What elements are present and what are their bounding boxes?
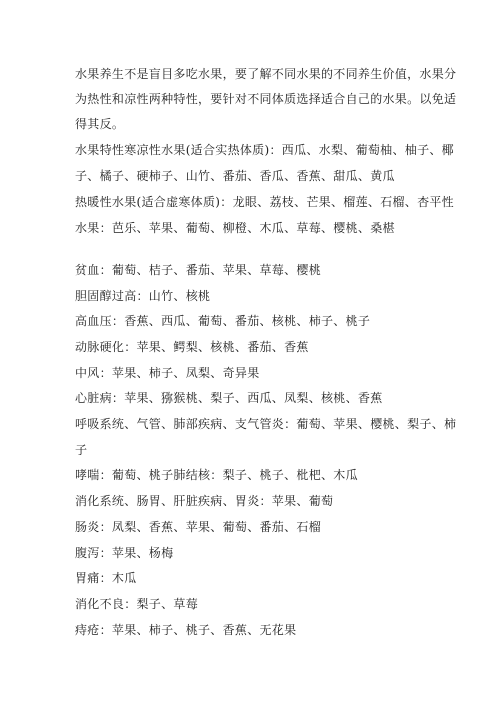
stomachache-line: 胃痛：木瓜 (75, 571, 137, 585)
arteriosclerosis-line: 动脉硬化：苹果、鳄梨、核桃、番茄、香蕉 (75, 340, 309, 354)
neutral-fruit-line: 水果：芭乐、苹果、葡萄、柳橙、木瓜、草莓、樱桃、桑椹 (75, 221, 395, 235)
cold-fruit-line-1: 水果特性寒凉性水果(适合实热体质)：西瓜、水梨、葡萄柚、柚子、椰 (75, 143, 454, 157)
respiratory-line-2: 子 (75, 443, 88, 457)
hypertension-line: 高血压：香蕉、西瓜、葡萄、番茄、核桃、柿子、桃子 (75, 314, 371, 328)
respiratory-line-1: 呼吸系统、气管、肺部疾病、支气管炎：葡萄、苹果、樱桃、梨子、柿 (75, 417, 457, 431)
intro-line-2: 为热性和凉性两种特性，要针对不同体质选择适合自己的水果。以免适 (75, 92, 457, 106)
anemia-line: 贫血：葡萄、桔子、番茄、苹果、草莓、樱桃 (75, 263, 322, 277)
cholesterol-line: 胆固醇过高：山竹、核桃 (75, 289, 211, 303)
indigestion-line: 消化不良：梨子、草莓 (75, 597, 199, 611)
warm-fruit-line-1: 热暖性水果(适合虚寒体质)：龙眼、荔枝、芒果、榴莲、石榴、杏平性 (75, 195, 454, 209)
stroke-line: 中风：苹果、柿子、凤梨、奇异果 (75, 366, 260, 380)
enteritis-line: 肠炎：凤梨、香蕉、苹果、葡萄、番茄、石榴 (75, 520, 322, 534)
cold-fruit-line-2: 子、橘子、硬柿子、山竹、番茄、香瓜、香蕉、甜瓜、黄瓜 (75, 169, 395, 183)
digestive-line: 消化系统、肠胃、肝脏疾病、胃炎：苹果、葡萄 (75, 494, 334, 508)
hemorrhoids-line: 痔疮：苹果、柿子、桃子、香蕉、无花果 (75, 623, 297, 637)
intro-line-1: 水果养生不是盲目多吃水果，要了解不同水果的不同养生价值，水果分 (75, 67, 457, 81)
asthma-line: 哮喘：葡萄、桃子肺结核：梨子、桃子、枇杷、木瓜 (75, 468, 358, 482)
diarrhea-line: 腹泻：苹果、杨梅 (75, 546, 174, 560)
heart-disease-line: 心脏病：苹果、猕猴桃、梨子、西瓜、凤梨、核桃、香蕉 (75, 391, 383, 405)
intro-line-3: 得其反。 (75, 117, 125, 131)
